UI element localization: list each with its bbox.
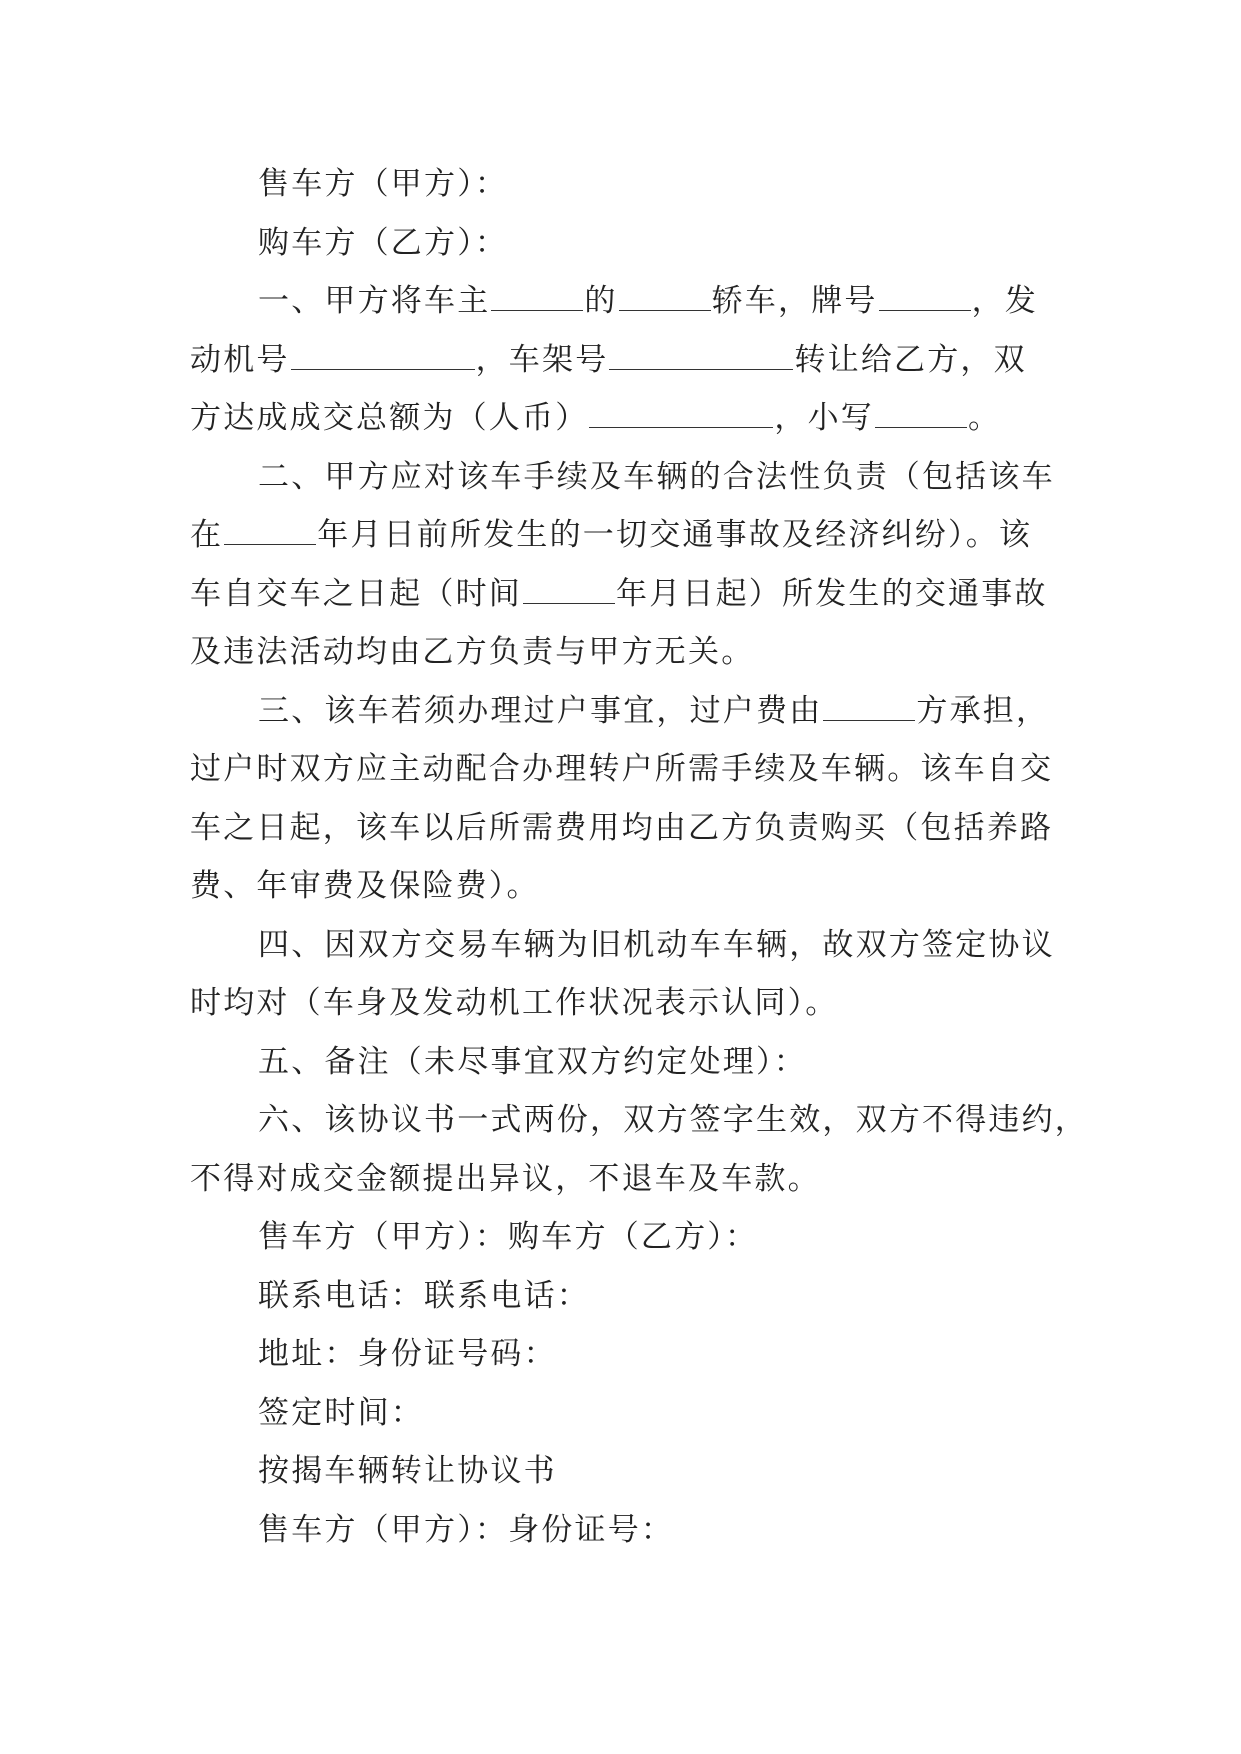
clause-1-text: ，车架号 — [475, 341, 609, 378]
sign-parties-line: 售车方（甲方）：购车方（乙方）： — [258, 1219, 759, 1255]
engine-number-blank[interactable] — [291, 344, 475, 370]
clause-4-line-1: 四、因双方交易车辆为旧机动车车辆，故双方签定协议 — [258, 926, 1055, 963]
clause-2-line-2 — [190, 506, 1070, 565]
clause-3-line-2: 过户时双方应主动配合办理转户所需手续及车辆。该车自交 — [190, 751, 1054, 787]
clause-1-text: 方达成成交总额为（人币） — [190, 400, 589, 436]
clause-3-line-4: 费、年审费及保险费）。 — [190, 868, 540, 904]
clause-1-line-2 — [190, 331, 1070, 390]
clause-1-text: 一、甲方将车主 — [258, 283, 491, 319]
clause-3-line-3: 车之日起，该车以后所需费用均由乙方负责购买（包括养路 — [190, 809, 1054, 846]
clause-3-line-1 — [190, 682, 1070, 741]
total-amount-figures-blank[interactable] — [875, 402, 967, 428]
transfer-fee-party-blank[interactable] — [823, 695, 915, 721]
plate-number-blank[interactable] — [879, 285, 971, 311]
clause-1-text: 轿车，牌号 — [711, 283, 878, 319]
clause-6-line-1: 六、该协议书一式两份，双方签字生效，双方不得违约， — [258, 1102, 1088, 1138]
clause-1-line-1 — [190, 272, 1070, 331]
clause-3-text: 方承担， — [916, 692, 1050, 729]
handover-date-blank[interactable] — [523, 578, 615, 604]
liability-date-blank[interactable] — [224, 519, 316, 545]
clause-3-text: 三、该车若须办理过户事宜，过户费由 — [258, 692, 823, 729]
clause-1-text: 的 — [584, 283, 618, 319]
clause-2-line-3 — [190, 565, 1070, 624]
second-seller-line: 售车方（甲方）：身份证号： — [258, 1511, 675, 1548]
clause-4-line-2: 时均对（车身及发动机工作状况表示认同）。 — [190, 985, 839, 1021]
clause-2-text: 车自交车之日起（时间 — [190, 575, 522, 612]
clause-2-text: 年月日前所发生的一切交通事故及经济纠纷）。该 — [317, 517, 1033, 553]
second-agreement-title: 按揭车辆转让协议书 — [258, 1453, 557, 1489]
clause-1-text: 动机号 — [190, 341, 290, 378]
clause-5-line: 五、备注（未尽事宜双方约定处理）： — [258, 1043, 807, 1080]
clause-2-text: 年月日起）所发生的交通事故 — [616, 575, 1048, 612]
header-seller-line: 售车方（甲方）： — [258, 166, 509, 202]
total-amount-words-blank[interactable] — [589, 402, 773, 428]
sign-address-line: 地址：身份证号码： — [258, 1336, 557, 1372]
sign-date-line: 签定时间： — [258, 1394, 424, 1431]
clause-1-text: ，发 — [971, 283, 1039, 319]
clause-2-line-1: 二、甲方应对该车手续及车辆的合法性负责（包括该车 — [258, 458, 1055, 495]
car-brand-blank[interactable] — [619, 285, 711, 311]
clause-2-line-4: 及违法活动均由乙方负责与甲方无关。 — [190, 634, 755, 670]
clause-1-text: 转让给乙方，双 — [794, 341, 1027, 378]
clause-1-line-3 — [190, 389, 1070, 448]
frame-number-blank[interactable] — [609, 344, 793, 370]
clause-1-text: ，小写 — [774, 400, 875, 436]
sign-phones-line: 联系电话：联系电话： — [258, 1277, 590, 1314]
clause-1-text: 。 — [968, 400, 1002, 436]
header-buyer-line: 购车方（乙方）： — [258, 224, 509, 261]
clause-2-text: 在 — [190, 517, 224, 553]
clause-6-line-2: 不得对成交金额提出异议，不退车及车款。 — [190, 1160, 821, 1197]
owner-blank[interactable] — [491, 285, 583, 311]
document-page — [190, 155, 1088, 1559]
